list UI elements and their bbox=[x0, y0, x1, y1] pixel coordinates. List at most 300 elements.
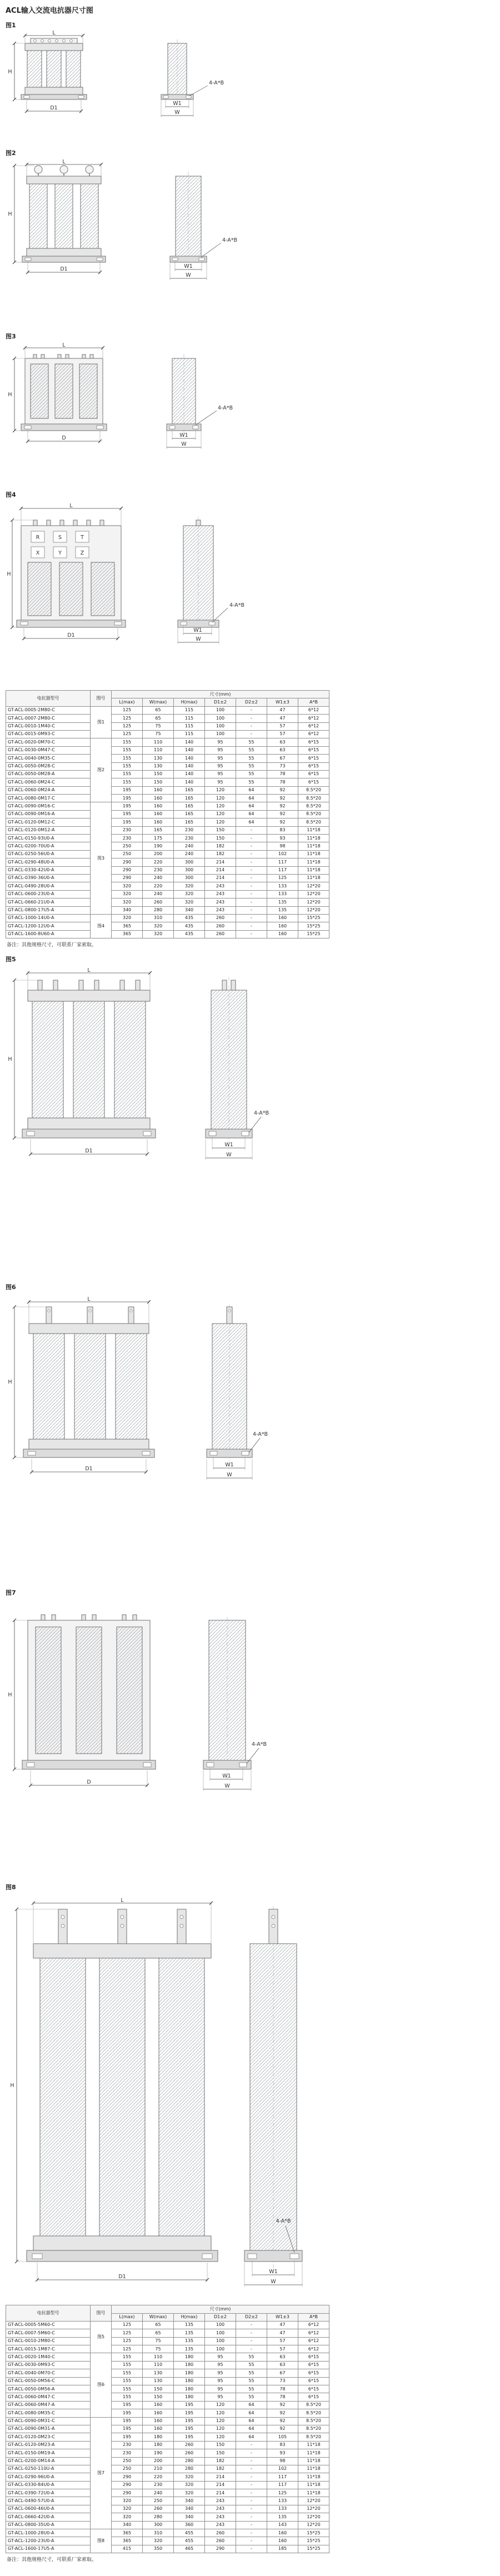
dim-cell: 200 bbox=[143, 2457, 174, 2465]
dim-cell: 92 bbox=[267, 2409, 298, 2417]
dim-cell: 230 bbox=[112, 835, 143, 842]
table-row bbox=[6, 786, 329, 794]
dim-cell: - bbox=[236, 2465, 267, 2473]
dim-cell: 133 bbox=[267, 2505, 298, 2513]
dim-cell: - bbox=[236, 2545, 267, 2553]
dim-cell: 182 bbox=[205, 2465, 236, 2473]
dim-cell: 93 bbox=[267, 835, 298, 842]
table-row bbox=[6, 810, 329, 818]
dim-label-length: L bbox=[52, 31, 56, 36]
dim-cell: 150 bbox=[143, 2393, 174, 2401]
dim-cell: 140 bbox=[174, 770, 205, 778]
dim-cell: 64 bbox=[236, 2417, 267, 2425]
dim-cell: 133 bbox=[267, 890, 298, 898]
dim-cell: 125 bbox=[112, 2329, 143, 2337]
dim-label-length: L bbox=[62, 342, 66, 348]
model-cell: GT-ACL-0005-2M80-C bbox=[6, 706, 91, 714]
table-row bbox=[6, 2441, 329, 2449]
dim-cell: 415 bbox=[112, 2545, 143, 2553]
dim-cell: 155 bbox=[112, 738, 143, 746]
dim-cell: - bbox=[236, 2537, 267, 2545]
figure-column-header: 图号 bbox=[91, 691, 112, 707]
dim-cell: 320 bbox=[112, 2513, 143, 2521]
model-cell: GT-ACL-0060-0M47-A bbox=[6, 2401, 91, 2409]
dim-cell: 65 bbox=[143, 2329, 174, 2337]
dim-cell: 6*15 bbox=[298, 770, 329, 778]
dim-cell: - bbox=[236, 842, 267, 850]
dim-cell: 100 bbox=[205, 706, 236, 714]
model-cell: GT-ACL-0200-70U0-A bbox=[6, 842, 91, 850]
dim-cell: 140 bbox=[174, 778, 205, 786]
model-cell: GT-ACL-0090-0M16-A bbox=[6, 810, 91, 818]
dim-cell: 133 bbox=[267, 2497, 298, 2505]
table-row bbox=[6, 922, 329, 930]
col-header-wmax: W(max) bbox=[143, 2313, 174, 2321]
dim-cell: - bbox=[236, 2513, 267, 2521]
dim-cell: 243 bbox=[205, 2521, 236, 2529]
dim-cell: 65 bbox=[143, 2321, 174, 2329]
model-cell: GT-ACL-0120-0M12-C bbox=[6, 818, 91, 826]
dim-cell: 102 bbox=[267, 2465, 298, 2473]
dim-cell: 280 bbox=[174, 2457, 205, 2465]
dim-cell: 8.5*20 bbox=[298, 818, 329, 826]
figure-3-drawing bbox=[6, 342, 244, 483]
dim-cell: 160 bbox=[143, 795, 174, 802]
dim-cell: - bbox=[236, 2505, 267, 2513]
dim-cell: 8.5*20 bbox=[298, 2401, 329, 2409]
dim-cell: 240 bbox=[174, 842, 205, 850]
dim-cell: 92 bbox=[267, 802, 298, 810]
dim-cell: 310 bbox=[143, 914, 174, 922]
dim-cell: - bbox=[236, 2345, 267, 2353]
dim-cell: 155 bbox=[112, 2369, 143, 2377]
col-header-d1: D1±2 bbox=[205, 2313, 236, 2321]
table-row bbox=[6, 2521, 329, 2529]
table-row bbox=[6, 722, 329, 730]
table-row bbox=[6, 715, 329, 722]
dim-cell: 130 bbox=[143, 762, 174, 770]
model-cell: GT-ACL-0290-96U0-A bbox=[6, 2473, 91, 2481]
dim-cell: 8.5*20 bbox=[298, 2409, 329, 2417]
dim-cell: 185 bbox=[267, 2545, 298, 2553]
dim-cell: 117 bbox=[267, 2481, 298, 2489]
dim-cell: 160 bbox=[143, 810, 174, 818]
dim-cell: 64 bbox=[236, 2409, 267, 2417]
dim-cell: 95 bbox=[205, 2361, 236, 2369]
table-row bbox=[6, 2409, 329, 2417]
dim-cell: 6*15 bbox=[298, 2361, 329, 2369]
dim-cell: 92 bbox=[267, 2425, 298, 2433]
dim-label-w: W bbox=[271, 2279, 276, 2285]
table-row bbox=[6, 2545, 329, 2553]
dim-cell: - bbox=[236, 2321, 267, 2329]
dim-cell: 230 bbox=[143, 866, 174, 874]
table-row bbox=[6, 2345, 329, 2353]
dim-label-w: W bbox=[174, 109, 180, 116]
dim-cell: 125 bbox=[112, 722, 143, 730]
dim-cell: - bbox=[236, 882, 267, 890]
dim-cell: 320 bbox=[174, 2473, 205, 2481]
dim-cell: 195 bbox=[174, 2433, 205, 2441]
dim-label-length: L bbox=[69, 503, 73, 509]
table-row bbox=[6, 2537, 329, 2545]
dim-label-w1: W1 bbox=[224, 1142, 233, 1149]
note-1: 备注：其他规格尺寸，可联系厂家索取。 bbox=[7, 942, 97, 948]
dim-cell: 220 bbox=[143, 882, 174, 890]
dim-cell: 125 bbox=[267, 874, 298, 882]
table-row bbox=[6, 930, 329, 938]
model-cell: GT-ACL-0490-57U0-A bbox=[6, 2497, 91, 2505]
dim-cell: 155 bbox=[112, 2353, 143, 2361]
dim-cell: 160 bbox=[143, 2409, 174, 2417]
dim-cell: 195 bbox=[174, 2401, 205, 2409]
col-header-lmax: L(max) bbox=[112, 2313, 143, 2321]
dim-cell: 55 bbox=[236, 746, 267, 754]
terminal-label-s: S bbox=[58, 535, 62, 541]
mounting-hole-callout: 4-A*B bbox=[229, 602, 245, 608]
dim-cell: 6*15 bbox=[298, 762, 329, 770]
dim-cell: 95 bbox=[205, 2377, 236, 2385]
dim-cell: 125 bbox=[112, 2345, 143, 2353]
dim-cell: 360 bbox=[174, 2521, 205, 2529]
dim-cell: 135 bbox=[174, 2337, 205, 2345]
dim-cell: 64 bbox=[236, 818, 267, 826]
dim-cell: 195 bbox=[112, 795, 143, 802]
figure-8-front-view bbox=[27, 1909, 218, 2262]
dim-cell: - bbox=[236, 2473, 267, 2481]
dimension-table-2 bbox=[6, 2305, 329, 2553]
dim-label-w: W bbox=[186, 272, 191, 278]
dim-cell: 260 bbox=[205, 2529, 236, 2537]
dim-cell: 195 bbox=[112, 2433, 143, 2441]
dim-cell: 125 bbox=[112, 730, 143, 738]
dim-cell: 15*25 bbox=[298, 914, 329, 922]
table-row bbox=[6, 2481, 329, 2489]
model-cell: GT-ACL-0040-0M35-C bbox=[6, 755, 91, 762]
dim-cell: 300 bbox=[174, 874, 205, 882]
figure-5-front-view bbox=[22, 980, 156, 1138]
dim-cell: 195 bbox=[112, 2409, 143, 2417]
dim-cell: 8.5*20 bbox=[298, 2433, 329, 2441]
table-row bbox=[6, 818, 329, 826]
table-row bbox=[6, 706, 329, 714]
dim-cell: 6*15 bbox=[298, 2353, 329, 2361]
dim-cell: 100 bbox=[205, 2329, 236, 2337]
dim-cell: 73 bbox=[267, 762, 298, 770]
dim-label-depth: D1 bbox=[85, 1148, 93, 1155]
dim-cell: 182 bbox=[205, 2457, 236, 2465]
table-row bbox=[6, 795, 329, 802]
table-row bbox=[6, 2369, 329, 2377]
table-row bbox=[6, 2321, 329, 2329]
dim-cell: 300 bbox=[174, 866, 205, 874]
dim-cell: 195 bbox=[112, 802, 143, 810]
dim-cell: 260 bbox=[174, 2441, 205, 2449]
dim-cell: 260 bbox=[205, 914, 236, 922]
figure-7-label: 图7 bbox=[6, 1589, 16, 1597]
model-cell: GT-ACL-0600-23U0-A bbox=[6, 890, 91, 898]
dim-cell: 195 bbox=[174, 2417, 205, 2425]
dim-cell: 150 bbox=[205, 835, 236, 842]
dim-cell: 64 bbox=[236, 2401, 267, 2409]
dim-cell: 214 bbox=[205, 2481, 236, 2489]
dim-cell: 150 bbox=[205, 826, 236, 834]
mounting-hole-callout: 4-A*B bbox=[218, 405, 233, 411]
figure-ref-cell: 图5 bbox=[91, 2321, 112, 2353]
dim-cell: 57 bbox=[267, 722, 298, 730]
dim-cell: 6*12 bbox=[298, 730, 329, 738]
dim-cell: 160 bbox=[267, 2529, 298, 2537]
col-header-ab: A*B bbox=[298, 2313, 329, 2321]
model-cell: GT-ACL-0390-36U0-A bbox=[6, 874, 91, 882]
dim-cell: 320 bbox=[112, 2497, 143, 2505]
dim-label-w1: W1 bbox=[269, 2269, 278, 2275]
dim-cell: 12*20 bbox=[298, 2505, 329, 2513]
model-cell: GT-ACL-0050-0M56-C bbox=[6, 2377, 91, 2385]
dim-cell: 95 bbox=[205, 778, 236, 786]
dim-cell: 64 bbox=[236, 786, 267, 794]
dim-cell: 120 bbox=[205, 795, 236, 802]
dim-cell: 165 bbox=[174, 786, 205, 794]
model-cell: GT-ACL-0040-0M70-C bbox=[6, 2369, 91, 2377]
dim-cell: 73 bbox=[267, 2377, 298, 2385]
dim-label-length: L bbox=[87, 1296, 91, 1303]
figure-ref-cell: 图1 bbox=[91, 706, 112, 738]
dim-label-w: W bbox=[226, 1152, 232, 1159]
dim-cell: 15*25 bbox=[298, 922, 329, 930]
dim-cell: 320 bbox=[143, 930, 174, 938]
model-cell: GT-ACL-0050-0M28-A bbox=[6, 770, 91, 778]
figure-3-label: 图3 bbox=[6, 333, 16, 340]
dim-cell: 15*25 bbox=[298, 930, 329, 938]
dim-label-depth: D1 bbox=[60, 266, 68, 272]
dim-cell: 160 bbox=[143, 818, 174, 826]
model-cell: GT-ACL-0050-0M28-C bbox=[6, 762, 91, 770]
dim-cell: - bbox=[236, 898, 267, 906]
figure-8-label: 图8 bbox=[6, 1884, 16, 1891]
dim-cell: 155 bbox=[112, 2393, 143, 2401]
dim-cell: 11*18 bbox=[298, 858, 329, 866]
dim-cell: 365 bbox=[112, 2537, 143, 2545]
figure-7 bbox=[6, 1588, 494, 1876]
dim-cell: 320 bbox=[112, 882, 143, 890]
table-row bbox=[6, 882, 329, 890]
figure-3 bbox=[6, 332, 494, 483]
table-row bbox=[6, 2353, 329, 2361]
dim-cell: 55 bbox=[236, 770, 267, 778]
dim-cell: 6*12 bbox=[298, 715, 329, 722]
table-row bbox=[6, 2505, 329, 2513]
dim-cell: - bbox=[236, 2329, 267, 2337]
figure-6-front-view bbox=[23, 1307, 154, 1457]
dim-cell: - bbox=[236, 2457, 267, 2465]
dim-cell: 120 bbox=[205, 786, 236, 794]
model-cell: GT-ACL-0120-0M23-C bbox=[6, 2433, 91, 2441]
dim-cell: 260 bbox=[205, 922, 236, 930]
dim-cell: 310 bbox=[143, 2529, 174, 2537]
dim-cell: 160 bbox=[143, 2417, 174, 2425]
dim-cell: 95 bbox=[205, 746, 236, 754]
dim-cell: 190 bbox=[143, 842, 174, 850]
dim-cell: 320 bbox=[174, 898, 205, 906]
dim-cell: - bbox=[236, 874, 267, 882]
col-header-d2: D2±2 bbox=[236, 698, 267, 706]
col-header-d1: D1±2 bbox=[205, 698, 236, 706]
figure-4-drawing bbox=[6, 500, 250, 683]
dim-cell: 135 bbox=[267, 906, 298, 914]
dim-cell: 214 bbox=[205, 858, 236, 866]
figure-column-header: 图号 bbox=[91, 2305, 112, 2322]
dim-cell: 320 bbox=[112, 914, 143, 922]
model-cell: GT-ACL-0660-21U0-A bbox=[6, 898, 91, 906]
dim-cell: 6*15 bbox=[298, 738, 329, 746]
dim-cell: 165 bbox=[174, 795, 205, 802]
dim-cell: 115 bbox=[174, 715, 205, 722]
figure-1-label: 图1 bbox=[6, 22, 16, 29]
dim-cell: 98 bbox=[267, 842, 298, 850]
table-row bbox=[6, 914, 329, 922]
note-2: 备注：其他规格尺寸，可联系厂家索取。 bbox=[7, 2557, 97, 2563]
mounting-hole-callout: 4-A*B bbox=[252, 1431, 268, 1438]
figure-5-drawing bbox=[6, 965, 272, 1276]
dim-cell: - bbox=[236, 850, 267, 858]
dim-label-depth: D1 bbox=[85, 1466, 93, 1472]
dim-label-depth: D1 bbox=[50, 105, 58, 111]
dim-cell: 92 bbox=[267, 2417, 298, 2425]
model-cell: GT-ACL-0007-5M60-C bbox=[6, 2329, 91, 2337]
figure-8-side-view bbox=[244, 1906, 302, 2270]
model-cell: GT-ACL-0090-0M31-A bbox=[6, 2425, 91, 2433]
dim-cell: 11*18 bbox=[298, 2457, 329, 2465]
model-cell: GT-ACL-0015-0M93-C bbox=[6, 730, 91, 738]
dim-label-depth: D1 bbox=[67, 632, 75, 638]
figure-ref-cell: 图6 bbox=[91, 2353, 112, 2417]
dim-cell: - bbox=[236, 930, 267, 938]
figure-5-label: 图5 bbox=[6, 956, 16, 963]
dim-cell: 47 bbox=[267, 2321, 298, 2329]
dim-cell: 290 bbox=[112, 874, 143, 882]
figure-6-label: 图6 bbox=[6, 1284, 16, 1291]
dim-cell: 175 bbox=[143, 835, 174, 842]
dim-cell: 93 bbox=[267, 2449, 298, 2457]
dim-cell: 150 bbox=[143, 770, 174, 778]
figure-4-label: 图4 bbox=[6, 491, 16, 498]
dim-cell: 320 bbox=[112, 2505, 143, 2513]
dim-cell: - bbox=[236, 2481, 267, 2489]
dim-label-w1: W1 bbox=[222, 1773, 231, 1780]
dim-cell: 57 bbox=[267, 2337, 298, 2345]
dim-cell: - bbox=[236, 715, 267, 722]
model-cell: GT-ACL-0080-0M17-C bbox=[6, 795, 91, 802]
table-row bbox=[6, 835, 329, 842]
dim-cell: 180 bbox=[143, 2441, 174, 2449]
table-row bbox=[6, 770, 329, 778]
table-row bbox=[6, 2377, 329, 2385]
dim-cell: 160 bbox=[143, 786, 174, 794]
model-cell: GT-ACL-0050-0M56-A bbox=[6, 2385, 91, 2393]
figure-1 bbox=[6, 21, 494, 142]
dim-cell: 365 bbox=[112, 930, 143, 938]
dim-label-w: W bbox=[196, 636, 201, 642]
model-cell: GT-ACL-1000-14U0-A bbox=[6, 914, 91, 922]
dim-cell: 57 bbox=[267, 730, 298, 738]
dim-cell: 240 bbox=[174, 850, 205, 858]
table-row bbox=[6, 802, 329, 810]
dim-cell: 105 bbox=[267, 2433, 298, 2441]
dim-cell: 160 bbox=[267, 922, 298, 930]
dim-cell: 182 bbox=[205, 842, 236, 850]
dim-cell: 12*20 bbox=[298, 882, 329, 890]
model-cell: GT-ACL-0800-17U5-A bbox=[6, 906, 91, 914]
dim-cell: 250 bbox=[143, 2497, 174, 2505]
dim-label-w: W bbox=[181, 441, 187, 447]
dim-cell: 110 bbox=[143, 746, 174, 754]
dim-cell: 95 bbox=[205, 2393, 236, 2401]
dim-cell: 150 bbox=[143, 2385, 174, 2393]
dim-cell: 11*18 bbox=[298, 835, 329, 842]
dim-cell: 160 bbox=[143, 2425, 174, 2433]
dim-cell: 190 bbox=[143, 2449, 174, 2457]
dim-cell: 11*18 bbox=[298, 826, 329, 834]
dim-label-w1: W1 bbox=[179, 432, 188, 438]
dim-cell: 195 bbox=[174, 2425, 205, 2433]
dimension-table-1 bbox=[6, 690, 329, 938]
dim-cell: 6*12 bbox=[298, 706, 329, 714]
dim-cell: 6*15 bbox=[298, 2377, 329, 2385]
dim-cell: 95 bbox=[205, 762, 236, 770]
table-row bbox=[6, 2329, 329, 2337]
model-cell: GT-ACL-1200-23U0-A bbox=[6, 2537, 91, 2545]
figure-5 bbox=[6, 955, 494, 1276]
dim-cell: 6*15 bbox=[298, 755, 329, 762]
dim-cell: 6*12 bbox=[298, 2337, 329, 2345]
dim-cell: 243 bbox=[205, 2513, 236, 2521]
dim-cell: 120 bbox=[205, 2425, 236, 2433]
dim-cell: 140 bbox=[174, 738, 205, 746]
dim-cell: 15*25 bbox=[298, 2545, 329, 2553]
dim-cell: 8.5*20 bbox=[298, 786, 329, 794]
dim-cell: 243 bbox=[205, 882, 236, 890]
dim-cell: - bbox=[236, 922, 267, 930]
dim-cell: 230 bbox=[112, 2449, 143, 2457]
dim-cell: - bbox=[236, 730, 267, 738]
dim-cell: 64 bbox=[236, 2433, 267, 2441]
dim-cell: 165 bbox=[174, 802, 205, 810]
dim-cell: 182 bbox=[205, 850, 236, 858]
dim-cell: 102 bbox=[267, 850, 298, 858]
figure-4-side-view bbox=[178, 517, 219, 633]
model-cell: GT-ACL-1600-8U60-A bbox=[6, 930, 91, 938]
dim-cell: 125 bbox=[267, 2489, 298, 2497]
dim-cell: 117 bbox=[267, 2473, 298, 2481]
dim-cell: 130 bbox=[143, 2369, 174, 2377]
dim-cell: 140 bbox=[174, 755, 205, 762]
dim-cell: 55 bbox=[236, 2377, 267, 2385]
table-row bbox=[6, 2489, 329, 2497]
dim-cell: - bbox=[236, 906, 267, 914]
dim-cell: 320 bbox=[174, 2481, 205, 2489]
dim-cell: 230 bbox=[143, 2481, 174, 2489]
dim-cell: - bbox=[236, 914, 267, 922]
dim-cell: 140 bbox=[174, 746, 205, 754]
dim-cell: 75 bbox=[143, 2345, 174, 2353]
figure-ref-cell: 图3 bbox=[91, 802, 112, 914]
dim-cell: 320 bbox=[174, 890, 205, 898]
model-cell: GT-ACL-0120-0M23-A bbox=[6, 2441, 91, 2449]
dim-cell: 195 bbox=[112, 2425, 143, 2433]
dim-cell: 6*15 bbox=[298, 2393, 329, 2401]
table-row bbox=[6, 778, 329, 786]
